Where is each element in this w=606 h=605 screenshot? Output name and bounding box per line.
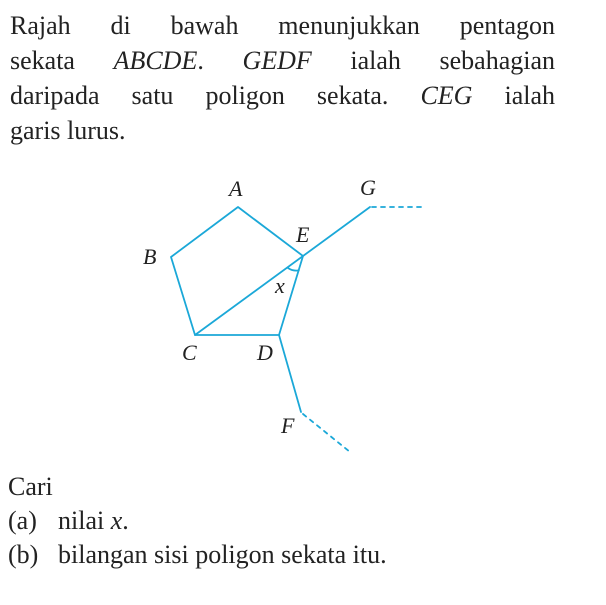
vertex-label-g: G <box>360 175 376 200</box>
dashed-extension-f <box>303 414 350 452</box>
questions-intro: Cari <box>8 472 53 501</box>
statement-line-1: Rajah di bawah menunjukkan pentagon <box>10 11 555 40</box>
question-a <box>8 504 387 538</box>
vertex-label-a: A <box>229 176 243 201</box>
statement-line-3: daripada satu poligon sekata. CEG ialah <box>10 81 555 110</box>
questions-intro-row <box>8 470 387 504</box>
questions <box>8 470 387 572</box>
vertex-label-c: C <box>182 340 197 365</box>
question-b-text: bilangan sisi poligon sekata itu. <box>58 540 387 569</box>
question-a-text: nilai x. <box>58 506 129 535</box>
statement-line-2: sekata ABCDE. GEDF ialah sebahagian <box>10 46 556 75</box>
vertex-label-b: B <box>143 244 157 269</box>
vertex-label-e: E <box>296 222 310 247</box>
statement-line-4: garis lurus. <box>10 116 126 145</box>
vertex-label-f: F <box>281 413 295 438</box>
angle-label-x: x <box>275 273 285 298</box>
question-a-tag: (a) <box>8 506 37 535</box>
vertex-label-d: D <box>257 340 273 365</box>
line-ceg <box>195 207 370 335</box>
question-b <box>8 538 387 572</box>
line-df <box>279 335 301 412</box>
angle-x-arc <box>288 268 299 271</box>
question-b-tag: (b) <box>8 540 39 569</box>
